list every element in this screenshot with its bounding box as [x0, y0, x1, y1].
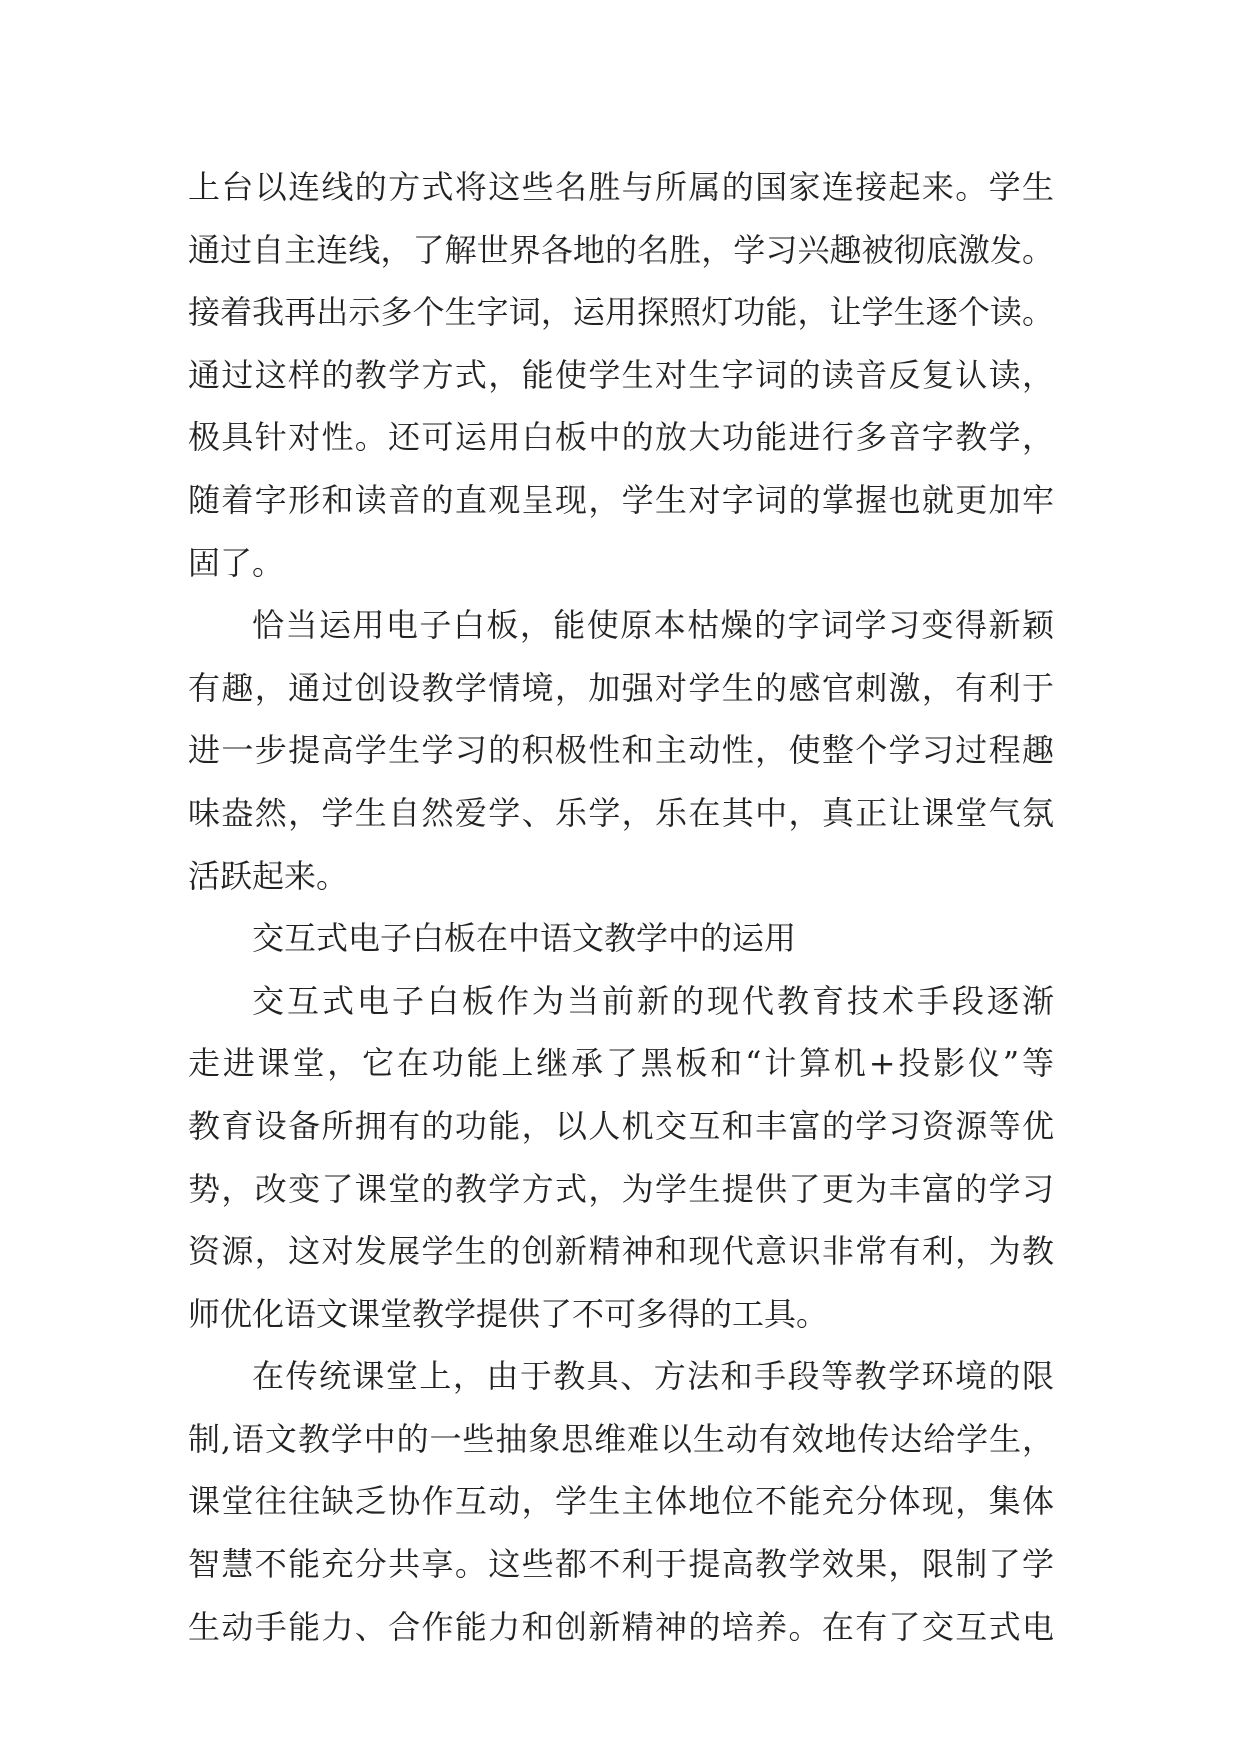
text-line: 进一步提高学生学习的积极性和主动性，使整个学习过程趣: [188, 731, 1054, 770]
text-line: 制,语文教学中的一些抽象思维难以生动有效地传达给学生，: [188, 1419, 1054, 1458]
text-line: 通过自主连线，了解世界各地的名胜，学习兴趣被彻底激发。: [188, 230, 1054, 269]
text-line: 师优化语文课堂教学提供了不可多得的工具。: [188, 1294, 829, 1333]
text-line: 教育设备所拥有的功能，以人机交互和丰富的学习资源等优: [188, 1106, 1054, 1145]
text-line: 在传统课堂上，由于教具、方法和手段等教学环境的限: [252, 1357, 1054, 1396]
text-line: 随着字形和读音的直观呈现，学生对字词的掌握也就更加牢: [188, 480, 1054, 519]
text-line: 活跃起来。: [188, 856, 349, 895]
text-line: 接着我再出示多个生字词，运用探照灯功能，让学生逐个读。: [188, 293, 1054, 332]
text-line: 通过这样的教学方式，能使学生对生字词的读音反复认读，: [188, 355, 1054, 394]
paragraph: [188, 594, 1054, 907]
text-line: 极具针对性。还可运用白板中的放大功能进行多音字教学，: [188, 418, 1054, 457]
text-line: 有趣，通过创设教学情境，加强对学生的感官刺激，有利于: [188, 668, 1054, 707]
paragraph: [188, 970, 1054, 1346]
paragraph: [188, 1345, 1054, 1658]
text-line: 上台以连线的方式将这些名胜与所属的国家连接起来。学生: [188, 168, 1054, 206]
text-line: 味盎然，学生自然爱学、乐学，乐在其中，真正让课堂气氛: [188, 793, 1054, 832]
text-line: 恰当运用电子白板，能使原本枯燥的字词学习变得新颖: [252, 606, 1054, 645]
text-line: 走进课堂，它在功能上继承了黑板和“计算机+投影仪”等: [188, 1044, 1054, 1083]
paragraph: [188, 156, 1054, 594]
section-heading: 交互式电子白板在中语文教学中的运用: [252, 919, 797, 958]
text-line: 资源，这对发展学生的创新精神和现代意识非常有利，为教: [188, 1232, 1054, 1271]
text-line: 势，改变了课堂的教学方式，为学生提供了更为丰富的学习: [188, 1169, 1054, 1208]
text-line: 固了。: [188, 543, 285, 582]
text-line: 智慧不能充分共享。这些都不利于提高教学效果，限制了学: [188, 1545, 1054, 1584]
text-line: 生动手能力、合作能力和创新精神的培养。在有了交互式电: [188, 1607, 1054, 1646]
body-text: [188, 156, 1054, 1658]
text-line: 课堂往往缺乏协作互动，学生主体地位不能充分体现，集体: [188, 1482, 1054, 1521]
text-line: 交互式电子白板作为当前新的现代教育技术手段逐渐: [252, 981, 1054, 1020]
